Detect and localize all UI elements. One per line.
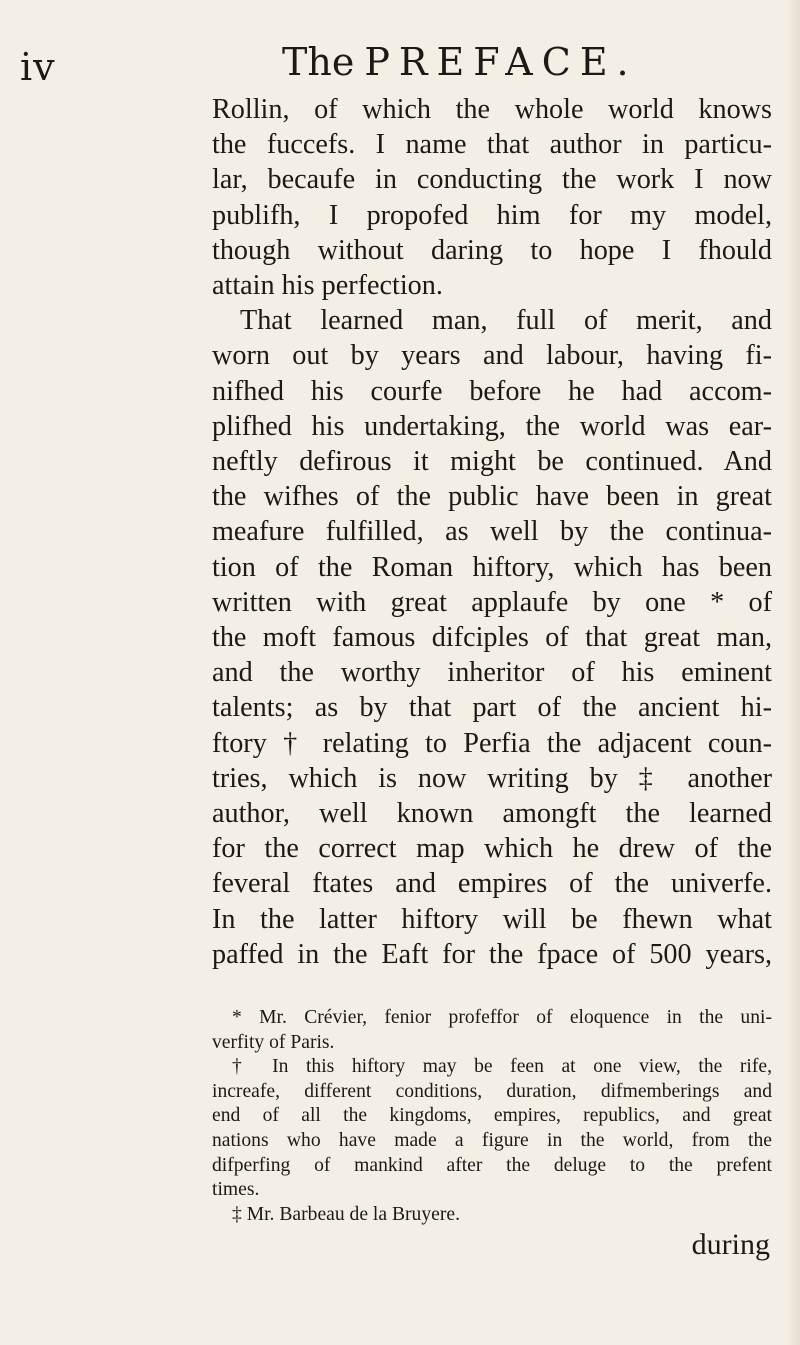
body-line: for the correct map which he drew of the — [212, 833, 772, 865]
footnote-line: ‡ Mr. Barbeau de la Bruyere. — [232, 1203, 460, 1225]
body-line: worn out by years and labour, having fi- — [212, 340, 772, 372]
footnote-line: * Mr. Crévier, fenior profeffor of eloquence in the uni- — [232, 1007, 772, 1028]
footnote-line: nations who have made a figure in the world, from the — [212, 1129, 772, 1151]
running-head — [282, 40, 638, 84]
footnotes — [212, 1006, 772, 1227]
footnote-line: difperfing of mankind after the deluge to the prefent — [212, 1154, 772, 1176]
body-line: publifh, I propofed him for my model, — [212, 199, 772, 231]
body-line: the fuccefs. I name that author in particu- — [212, 129, 772, 161]
body-line: paffed in the Eaft for the fpace of 500 years, — [212, 938, 772, 970]
footnote-line: increafe, different conditions, duration, difmemberings and — [212, 1080, 772, 1102]
body-line: talents; as by that part of the ancient hi- — [212, 692, 772, 724]
body-line: author, well known amongft the learned — [212, 798, 772, 830]
running-head-word: The — [282, 40, 355, 84]
body-line: attain his perfection. — [212, 270, 443, 302]
body-line: feveral ftates and empires of the univerfe. — [212, 868, 772, 900]
body-line: ftory † relating to Perfia the adjacent coun- — [212, 727, 772, 759]
body-line: tries, which is now writing by ‡ another — [212, 762, 772, 794]
page-number: iv — [20, 45, 56, 89]
body-line: plifhed his undertaking, the world was ear- — [212, 410, 772, 442]
body-line: In the latter hiftory will be fhewn what — [212, 903, 772, 935]
footnote-line: end of all the kingdoms, empires, republics, and great — [212, 1105, 772, 1127]
body-line: the moft famous difciples of that great man, — [212, 622, 772, 654]
body-line: though without daring to hope I fhould — [212, 234, 772, 266]
body-line: nifhed his courfe before he had accom- — [212, 375, 772, 407]
body-line: neftly defirous it might be continued. And — [212, 446, 772, 478]
body-line: lar, becaufe in conducting the work I now — [212, 164, 772, 196]
body-text — [212, 92, 772, 972]
body-line: meafure fulfilled, as well by the continua- — [212, 516, 772, 548]
catchword: during — [691, 1228, 770, 1261]
body-line: tion of the Roman hiftory, which has been — [212, 551, 772, 583]
footnote-line: times. — [212, 1179, 260, 1201]
footnote-line: † In this hiftory may be feen at one view, the rife, — [232, 1056, 772, 1078]
body-line: Rollin, of which the whole world knows — [212, 94, 772, 125]
footnote-line: verfity of Paris. — [212, 1031, 335, 1053]
body-line: That learned man, full of merit, and — [240, 305, 772, 337]
running-head-caps: PREFACE. — [364, 40, 638, 84]
body-line: written with great applaufe by one * of — [212, 586, 772, 618]
body-line: the wifhes of the public have been in great — [212, 481, 772, 513]
page-edge-shadow — [786, 0, 800, 1345]
body-line: and the worthy inheritor of his eminent — [212, 657, 772, 689]
